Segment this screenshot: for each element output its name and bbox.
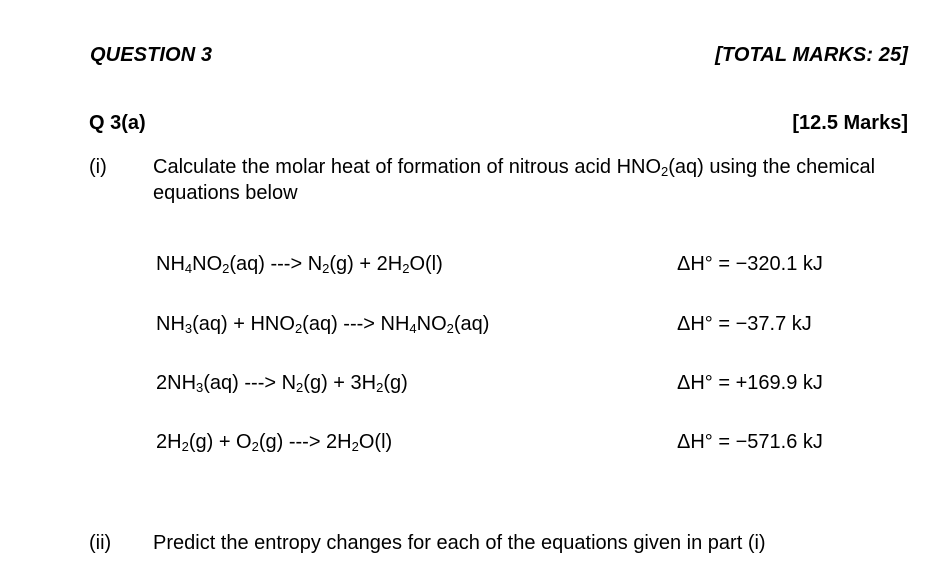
subpart-i-label: (i): [89, 156, 107, 178]
equation-3-part: (aq) ---> N: [203, 372, 297, 394]
part-a-label: Q 3(a): [89, 112, 146, 134]
equation-2-part: (aq): [453, 313, 490, 335]
equation-3-subscript: 2: [376, 380, 384, 395]
equation-4: [156, 431, 392, 454]
part-a-marks: [12.5 Marks]: [792, 112, 908, 134]
equation-3: [156, 372, 408, 395]
equation-4-part: 2H: [156, 431, 182, 453]
equation-1-subscript: 2: [222, 261, 230, 276]
equation-1-subscript: 2: [402, 261, 410, 276]
subpart-i-text-suffix: (aq) using the chemical equations below: [153, 156, 876, 204]
equation-1-subscript: 4: [184, 261, 193, 276]
equation-4-subscript: 2: [251, 439, 259, 454]
equation-1-part: NO: [192, 253, 223, 275]
equation-1-part: (g) + 2H: [329, 253, 403, 275]
equation-3-part: (g) + 3H: [303, 372, 377, 394]
delta-h-1: ΔH° = −320.1 kJ: [677, 253, 823, 275]
equation-2-part: NH: [156, 313, 185, 335]
equation-1-subscript: 2: [322, 261, 330, 276]
equation-4-part: (g) ---> 2H: [258, 431, 352, 453]
subpart-i-text: [153, 154, 893, 206]
question-title: QUESTION 3: [90, 44, 213, 66]
equation-1-part: O(l): [409, 253, 443, 275]
subpart-ii-label: (ii): [89, 532, 112, 554]
equation-3-part: (g): [383, 372, 408, 394]
subpart-i-text-subscript: 2: [661, 164, 669, 179]
equation-1-part: (aq) ---> N: [229, 253, 323, 275]
equation-2: [156, 313, 489, 336]
equation-3-subscript: 3: [196, 380, 204, 395]
equation-4-subscript: 2: [181, 439, 189, 454]
equation-2-subscript: 2: [294, 321, 303, 336]
equation-2-subscript: 2: [446, 321, 454, 336]
subpart-ii-text: Predict the entropy changes for each of the equations given in part (i): [153, 532, 766, 554]
delta-h-4: ΔH° = −571.6 kJ: [677, 431, 823, 453]
equation-2-part: NO: [416, 313, 447, 335]
equation-2-subscript: 4: [409, 321, 417, 336]
subpart-i-text-prefix: Calculate the molar heat of formation of nitrous acid HNO: [153, 156, 662, 178]
equation-2-part: (aq) + HNO: [192, 313, 295, 335]
equation-2-part: (aq) ---> NH: [302, 313, 410, 335]
equation-3-part: 2NH: [156, 372, 197, 394]
equation-4-subscript: 2: [351, 439, 359, 454]
equation-1: [156, 253, 443, 276]
equation-2-subscript: 3: [184, 321, 193, 336]
equation-4-part: (g) + O: [188, 431, 252, 453]
delta-h-3: ΔH° = +169.9 kJ: [677, 372, 823, 394]
equation-1-part: NH: [156, 253, 185, 275]
equation-4-part: O(l): [358, 431, 393, 453]
equation-3-subscript: 2: [296, 380, 304, 395]
delta-h-2: ΔH° = −37.7 kJ: [677, 313, 812, 335]
total-marks: [TOTAL MARKS: 25]: [715, 44, 908, 66]
